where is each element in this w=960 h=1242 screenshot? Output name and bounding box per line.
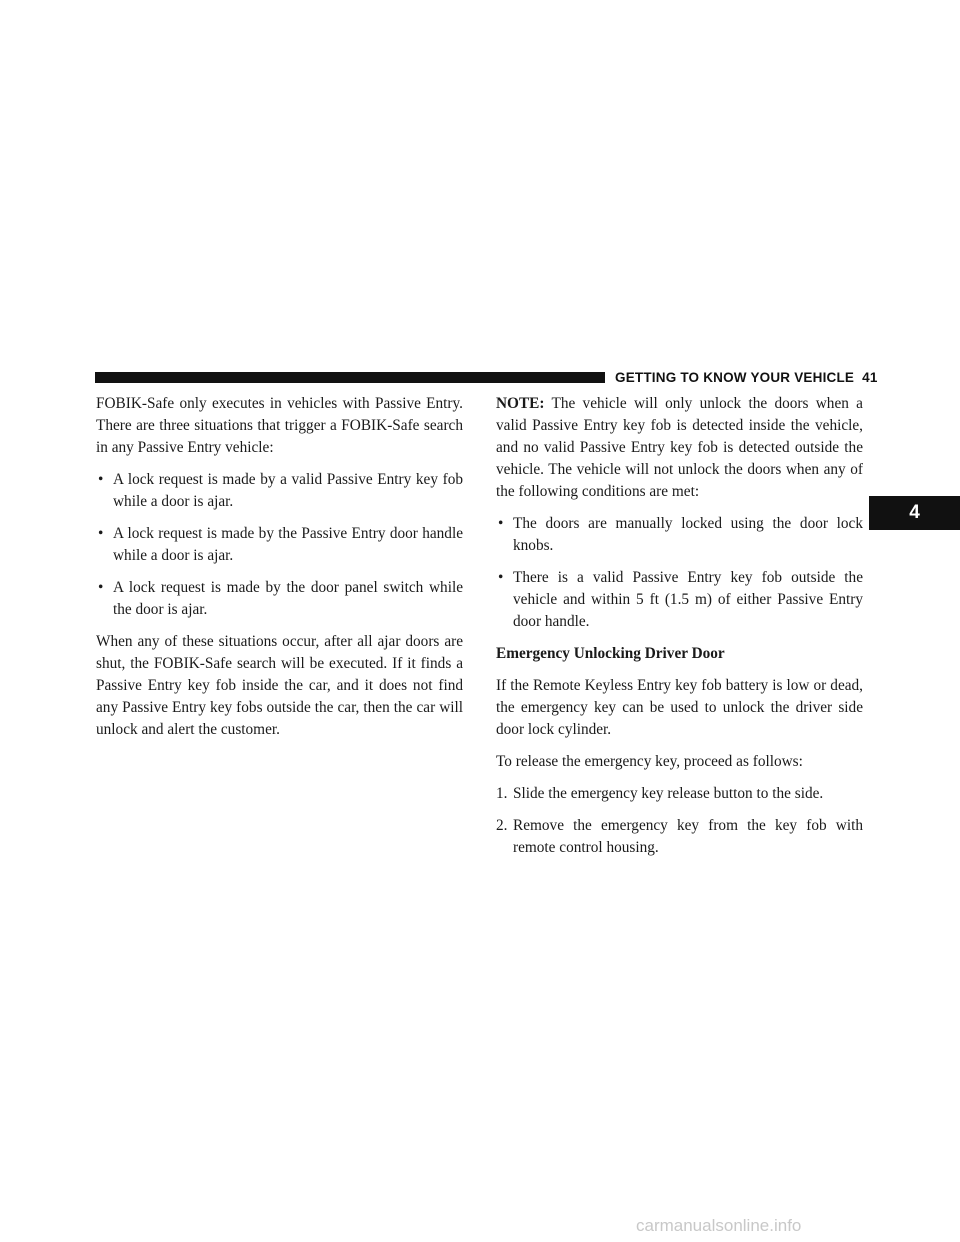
section-title: GETTING TO KNOW YOUR VEHICLE [615,370,855,385]
step-text: Remove the emergency key from the key fob with remote control housing. [513,817,863,856]
left-column [96,393,463,751]
chapter-tab: 4 [869,496,960,530]
list-item-text: There is a valid Passive Entry key fob outside the vehicle and within 5 ft (1.5 m) of either Passive Entry door handle. [513,569,863,630]
numbered-step [496,815,863,859]
list-item [496,567,863,633]
note-paragraph [496,393,863,503]
note-text: The vehicle will only unlock the doors when a valid Passive Entry key fob is detected inside the vehicle, and no valid Passive Entry key fob is detected outside the vehicle. The vehicle will not unlock the doors when any of the following conditions are met: [496,395,863,500]
closing-paragraph: When any of these situations occur, after all ajar doors are shut, the FOBIK-Safe search will be executed. If it finds a Passive Entry key fob inside the car, and it does not find any Passive Entry key fobs outside the car, then the car will unlock and alert the customer. [96,633,463,738]
list-item [96,523,463,567]
bullet-icon: • [98,579,104,596]
watermark: carmanualsonline.info [636,1216,802,1235]
list-item [96,469,463,513]
list-item-text: A lock request is made by the Passive Entry door handle while a door is ajar. [113,525,463,564]
section-heading: Emergency Unlocking Driver Door [496,645,725,662]
bullet-icon: • [98,471,104,488]
page-number: 41 [862,370,878,385]
numbered-step [496,783,863,805]
step-text: Slide the emergency key release button to the side. [513,785,824,802]
list-item [96,577,463,621]
running-header [615,368,878,388]
list-item-text: A lock request is made by the door panel switch while the door is ajar. [113,579,463,618]
note-label: NOTE: [496,395,545,412]
list-item [496,513,863,557]
list-item-text: A lock request is made by a valid Passive Entry key fob while a door is ajar. [113,471,463,510]
step-number: 2. [496,817,508,834]
body-paragraph: To release the emergency key, proceed as follows: [496,753,803,770]
bullet-icon: • [498,515,504,532]
bullet-icon: • [98,525,104,542]
step-number: 1. [496,785,508,802]
intro-paragraph: FOBIK-Safe only executes in vehicles with Passive Entry. There are three situations that trigger a FOBIK-Safe search in any Passive Entry vehicle: [96,395,463,456]
bullet-icon: • [498,569,504,586]
right-column [496,393,863,869]
header-rule [95,372,605,383]
body-paragraph: If the Remote Keyless Entry key fob battery is low or dead, the emergency key can be used to unlock the driver side door lock cylinder. [496,677,863,738]
list-item-text: The doors are manually locked using the door lock knobs. [513,515,863,554]
